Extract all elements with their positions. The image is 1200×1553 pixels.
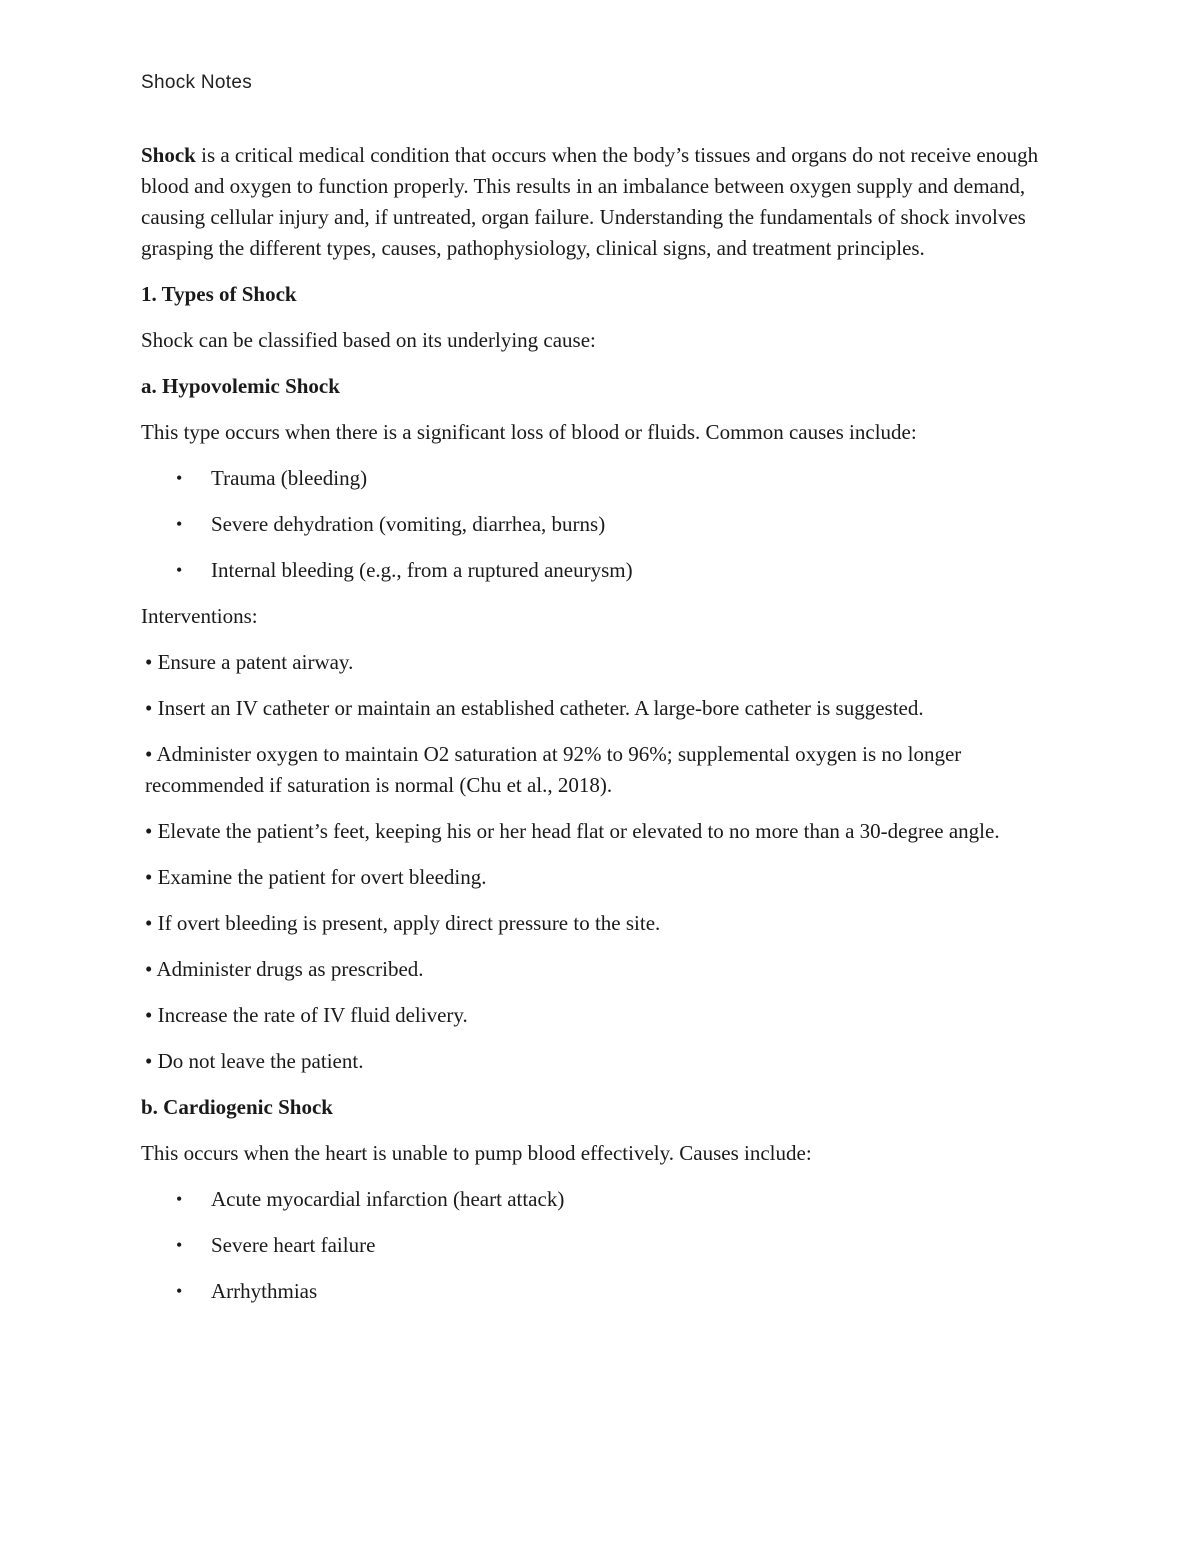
list-item-text: Severe heart failure [211,1233,376,1257]
list-item [141,463,1056,494]
list-item [141,555,1056,586]
intervention-item: • Increase the rate of IV fluid delivery. [145,1003,468,1027]
list-item [141,1184,1056,1215]
intro-paragraph [141,140,1056,264]
subsection-heading-cardiogenic: b. Cardiogenic Shock [141,1095,333,1119]
intervention-item: • Do not leave the patient. [145,1049,364,1073]
intervention-item: • Administer drugs as prescribed. [145,957,424,981]
bullet-icon: • [176,1235,183,1255]
bullet-icon: • [176,560,183,580]
bullet-icon: • [176,468,183,488]
intro-text: is a critical medical condition that occurs when the body’s tissues and organs do not receive enough blood and oxygen to function properly. This results in an imbalance between oxygen supply and demand, causing cellular injury and, if untreated, organ failure. Understanding the fundamentals of shock involves grasping the different types, causes, pathophysiology, clinical signs, and treatment principles. [141,143,1039,260]
section-types-text: Shock can be classified based on its underlying cause: [141,328,596,352]
cardiogenic-text: This occurs when the heart is unable to pump blood effectively. Causes include: [141,1141,812,1165]
hypovolemic-text: This type occurs when there is a significant loss of blood or fluids. Common causes include: [141,420,917,444]
list-item-text: Acute myocardial infarction (heart attack) [211,1187,565,1211]
bullet-icon: • [176,514,183,534]
intervention-item: • Insert an IV catheter or maintain an established catheter. A large-bore catheter is suggested. [145,696,924,720]
list-item-text: Trauma (bleeding) [211,466,368,490]
list-item-text: Internal bleeding (e.g., from a ruptured aneurysm) [211,558,633,582]
intro-term: Shock [141,143,196,167]
list-item-text: Severe dehydration (vomiting, diarrhea, burns) [211,512,606,536]
section-heading-types: 1. Types of Shock [141,282,297,306]
intervention-item: • Examine the patient for overt bleeding. [145,865,487,889]
page-header-title: Shock Notes [141,72,253,93]
list-item [141,1276,1056,1307]
intervention-item: • Ensure a patent airway. [145,650,354,674]
list-item [141,1230,1056,1261]
cardiogenic-causes-list [141,1184,1056,1307]
subsection-heading-hypovolemic: a. Hypovolemic Shock [141,374,340,398]
hypovolemic-causes-list [141,463,1056,586]
interventions-label: Interventions: [141,604,258,628]
list-item [141,509,1056,540]
intervention-item: • Elevate the patient’s feet, keeping his or her head flat or elevated to no more than a 30-degree angle. [145,819,1000,843]
bullet-icon: • [176,1189,183,1209]
bullet-icon: • [176,1281,183,1301]
intervention-item: • If overt bleeding is present, apply direct pressure to the site. [145,911,661,935]
intervention-item: • Administer oxygen to maintain O2 saturation at 92% to 96%; supplemental oxygen is no longer recommended if saturation is normal (Chu et al., 2018). [145,742,962,797]
document-body [141,140,1056,1322]
list-item-text: Arrhythmias [211,1279,318,1303]
